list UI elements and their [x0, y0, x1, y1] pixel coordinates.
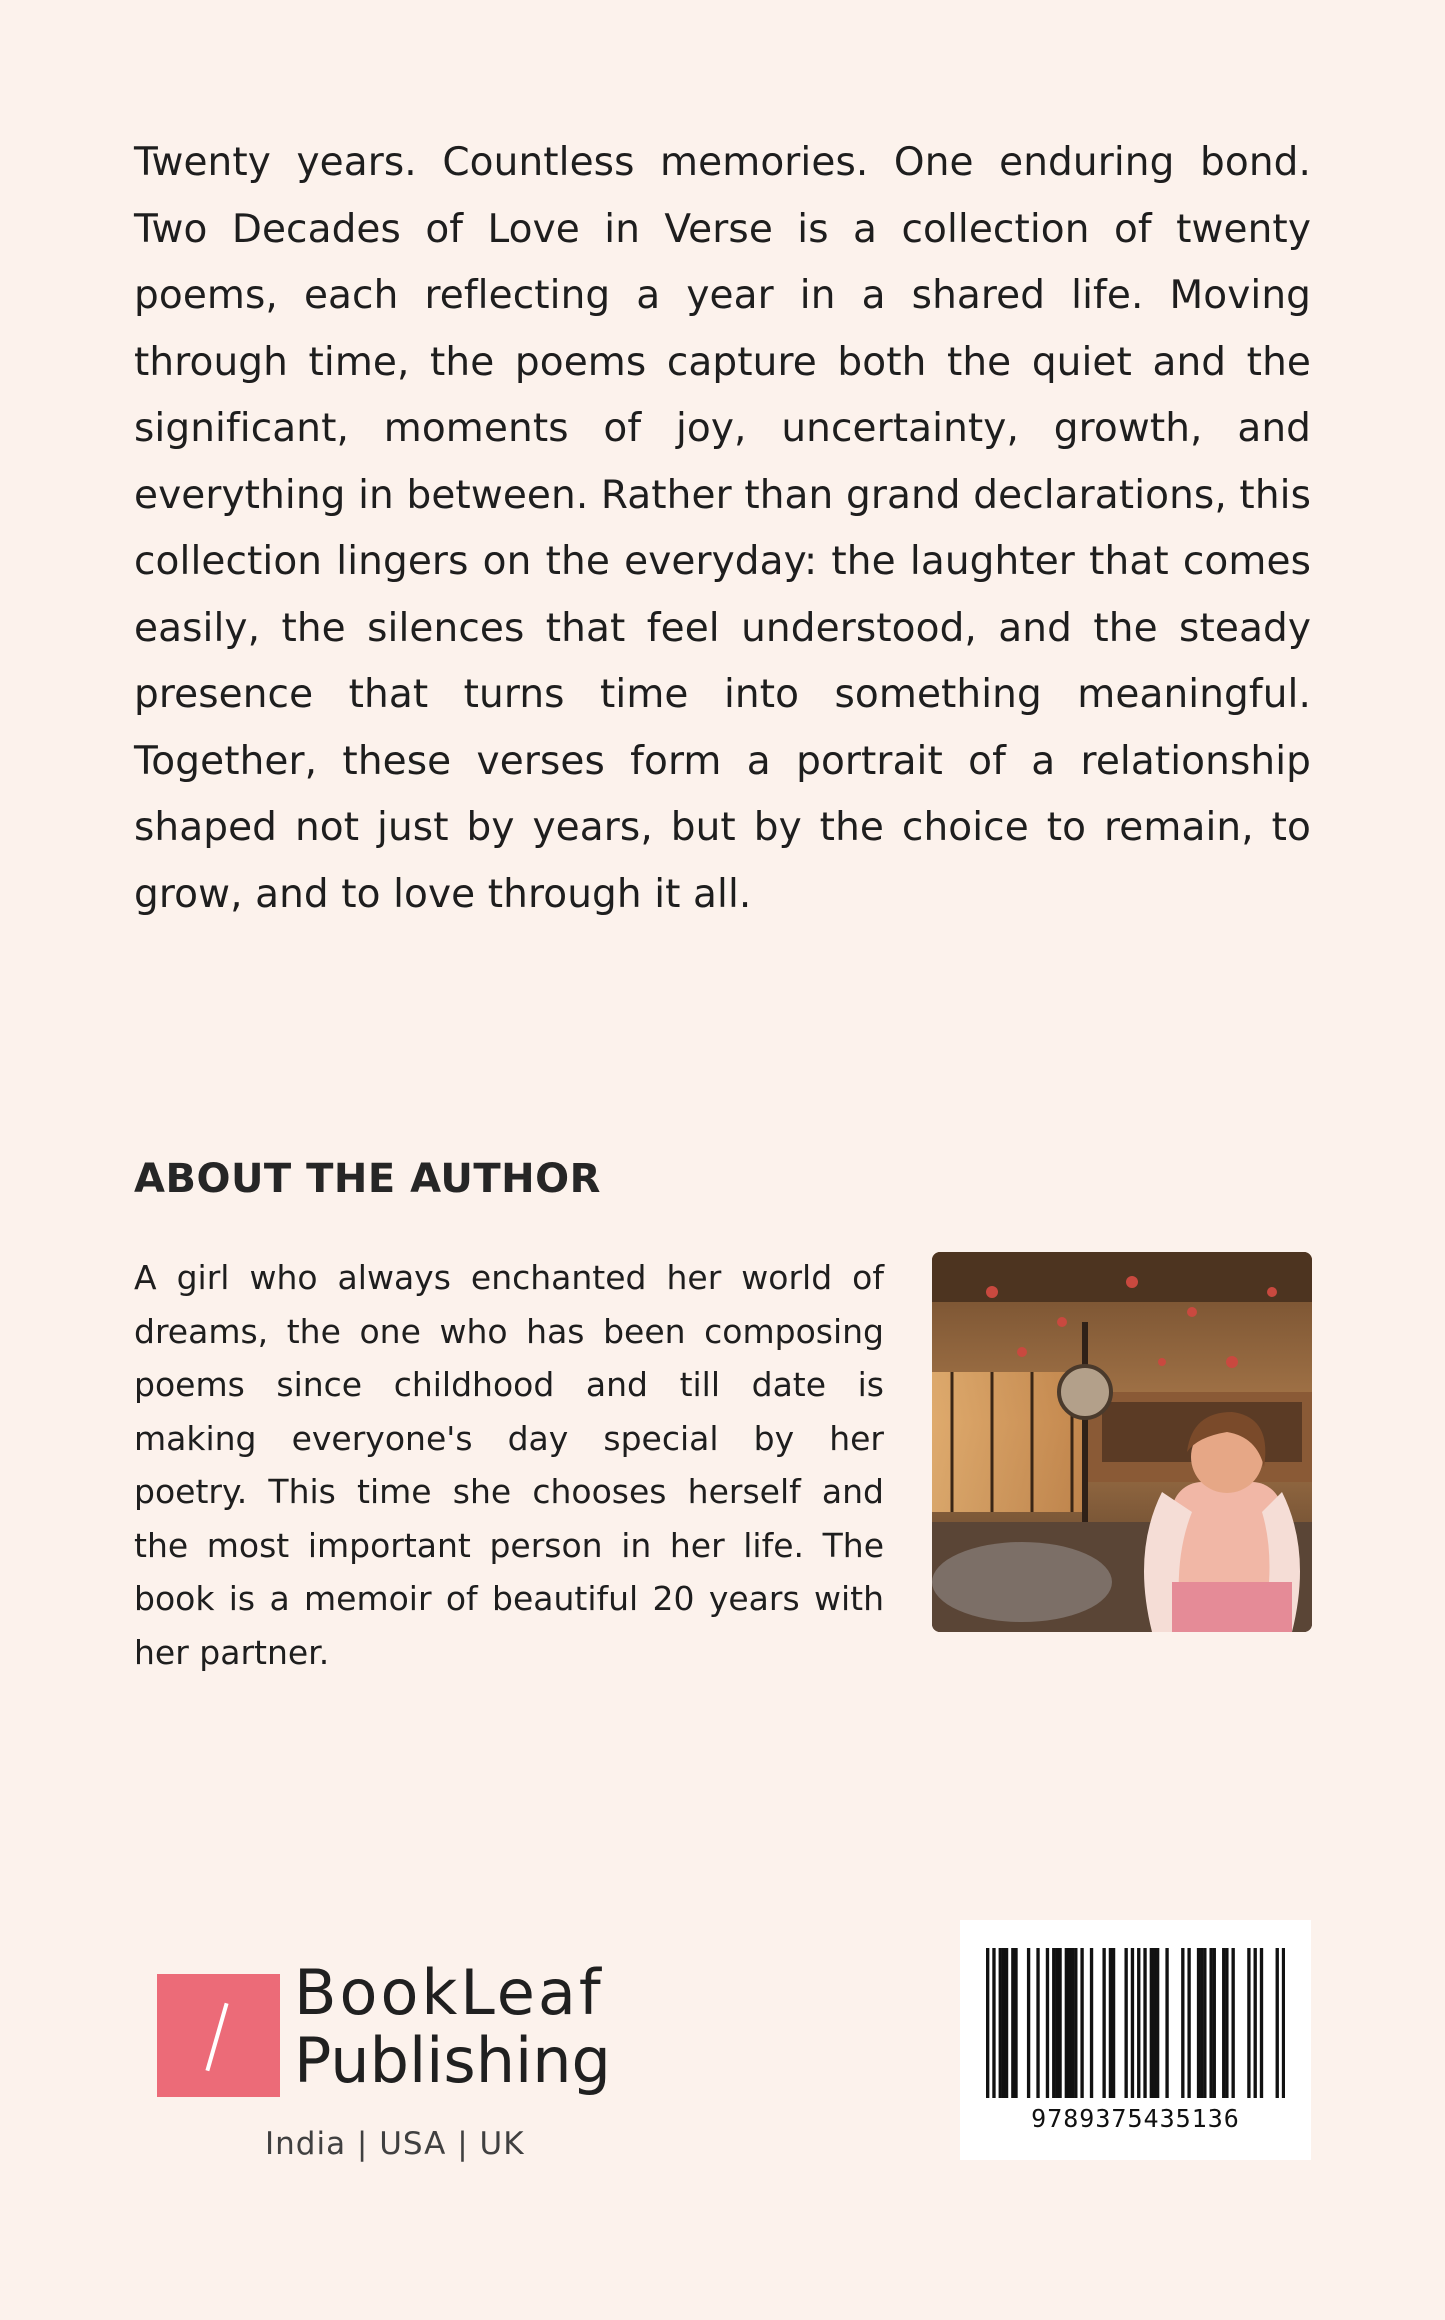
logo-slash-icon	[205, 2003, 228, 2071]
barcode-bar	[1254, 1948, 1257, 2098]
publisher-regions: India | USA | UK	[265, 2126, 525, 2162]
isbn-number: 9789375435136	[1031, 2104, 1240, 2133]
author-photo	[932, 1252, 1312, 1632]
barcode-bar	[1165, 1948, 1168, 2098]
barcode-bar	[1090, 1948, 1093, 2098]
barcode-bar	[1068, 1948, 1071, 2098]
barcode-bar	[1080, 1948, 1083, 2098]
barcode-bar	[1231, 1948, 1234, 2098]
barcode-bar	[1027, 1948, 1030, 2098]
logo-mark	[157, 1974, 280, 2097]
back-cover-blurb: Twenty years. Countless memories. One enduring bond. Two Decades of Love in Verse is a collection of twenty poems, each reflecting a year in a shared life. Moving through time, the poems capture both the quiet and the significant, moments of joy, uncertainty, growth, and everything in between. Rather than grand declarations, this collection lingers on the everyday: the laughter that comes easily, the silences that feel understood, and the steady presence that turns time into something meaningful. Together, these verses form a portrait of a relationship shaped not just by years, but by the choice to remain, to grow, and to love through it all.	[134, 140, 1311, 917]
barcode-bar	[1005, 1948, 1008, 2098]
barcode-bar	[1187, 1948, 1190, 2098]
barcode-bar	[1225, 1948, 1228, 2098]
barcode-bar	[1247, 1948, 1250, 2098]
barcode-bar	[1143, 1948, 1146, 2098]
barcode-bar	[1065, 1948, 1068, 2098]
barcode-bar	[1276, 1948, 1279, 2098]
barcode-bar	[1002, 1948, 1005, 2098]
barcode-bar	[1181, 1948, 1184, 2098]
barcode-bar	[1071, 1948, 1074, 2098]
barcode-bar	[1222, 1948, 1225, 2098]
about-author-text: A girl who always enchanted her world of dreams, the one who has been composing poems since childhood and till date is making everyone's day special by her poetry. This time she chooses herself and the most important person in her life. The book is a memoir of beautiful 20 years with her partner.	[134, 1258, 884, 1672]
barcode-bar	[1153, 1948, 1156, 2098]
barcode-bar	[1112, 1948, 1115, 2098]
publisher-name-line1: BookLeaf	[294, 1956, 604, 2029]
about-author-heading: ABOUT THE AUTHOR	[134, 1156, 601, 1202]
barcode-bar	[1011, 1948, 1014, 2098]
barcode-bar	[1260, 1948, 1263, 2098]
barcode-bar	[1197, 1948, 1200, 2098]
barcode-bar	[1131, 1948, 1134, 2098]
barcode-bar	[986, 1948, 989, 2098]
barcode-bar	[992, 1948, 995, 2098]
isbn-barcode	[960, 1920, 1311, 2160]
barcode-bar	[1036, 1948, 1039, 2098]
barcode-bar	[1200, 1948, 1203, 2098]
barcode-bars	[986, 1948, 1285, 2098]
barcode-bar	[1052, 1948, 1055, 2098]
barcode-bar	[1124, 1948, 1127, 2098]
barcode-bar	[1055, 1948, 1058, 2098]
barcode-bar	[1046, 1948, 1049, 2098]
barcode-bar	[1137, 1948, 1140, 2098]
barcode-bar	[999, 1948, 1002, 2098]
barcode-bar	[1102, 1948, 1105, 2098]
barcode-bar	[1203, 1948, 1206, 2098]
barcode-bar	[1109, 1948, 1112, 2098]
barcode-bar	[1150, 1948, 1153, 2098]
publisher-name-line2: Publishing	[294, 2024, 611, 2097]
barcode-bar	[1014, 1948, 1017, 2098]
barcode-bar	[1213, 1948, 1216, 2098]
barcode-bar	[1209, 1948, 1212, 2098]
barcode-bar	[1282, 1948, 1285, 2098]
barcode-bar	[1074, 1948, 1077, 2098]
barcode-bar	[1058, 1948, 1061, 2098]
barcode-bar	[1156, 1948, 1159, 2098]
